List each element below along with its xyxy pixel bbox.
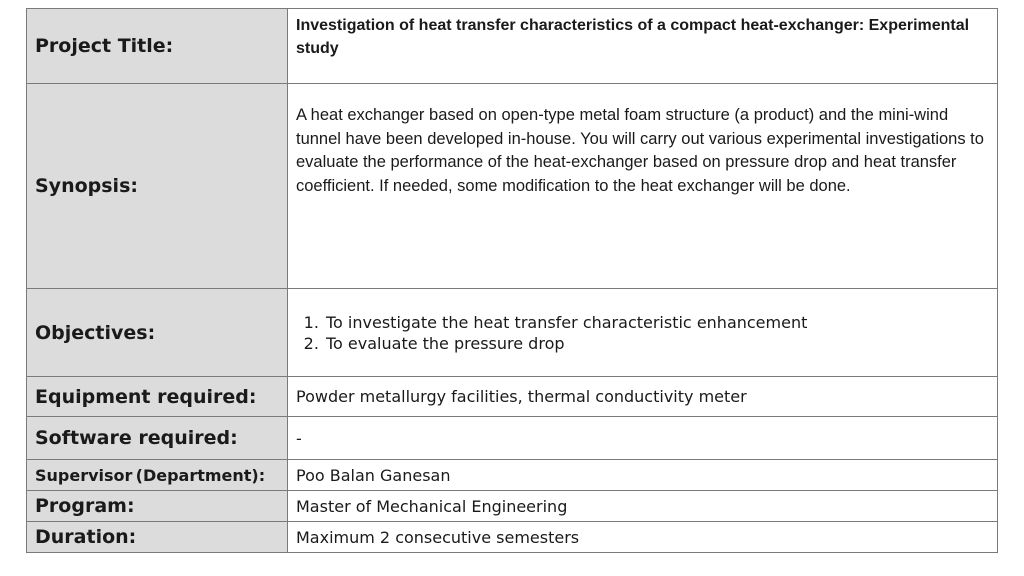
objectives-list [296,312,989,354]
synopsis-label: Synopsis: [27,84,288,289]
project-title-label: Project Title: [27,9,288,84]
supervisor-label: Supervisor (Department): [27,460,288,491]
row-objectives [27,289,998,377]
project-info-table [26,8,998,553]
equipment-label: Equipment required: [27,377,288,417]
row-program [27,491,998,522]
row-software [27,417,998,460]
program-value: Master of Mechanical Engineering [288,491,998,522]
objectives-label: Objectives: [27,289,288,377]
synopsis-value: A heat exchanger based on open-type metal foam structure (a product) and the mini-wind tunnel have been developed in-house. You will carry out various experimental investigations to evaluate the performance of the heat-exchanger based on pressure drop and heat transfer coefficient. If needed, some modification to the heat exchanger will be done. [288,84,998,289]
equipment-value: Powder metallurgy facilities, thermal conductivity meter [288,377,998,417]
objectives-value [288,289,998,377]
row-project-title [27,9,998,84]
row-duration [27,522,998,553]
duration-label: Duration: [27,522,288,553]
software-value: - [288,417,998,460]
duration-value: Maximum 2 consecutive semesters [288,522,998,553]
objective-item: 1. To investigate the heat transfer characteristic enhancement [324,312,989,333]
objective-item: 2. To evaluate the pressure drop [324,333,989,354]
row-equipment [27,377,998,417]
row-synopsis [27,84,998,289]
software-label: Software required: [27,417,288,460]
project-title-value: Investigation of heat transfer characteristics of a compact heat-exchanger: Experimental study [288,9,998,84]
row-supervisor [27,460,998,491]
supervisor-value: Poo Balan Ganesan [288,460,998,491]
program-label: Program: [27,491,288,522]
